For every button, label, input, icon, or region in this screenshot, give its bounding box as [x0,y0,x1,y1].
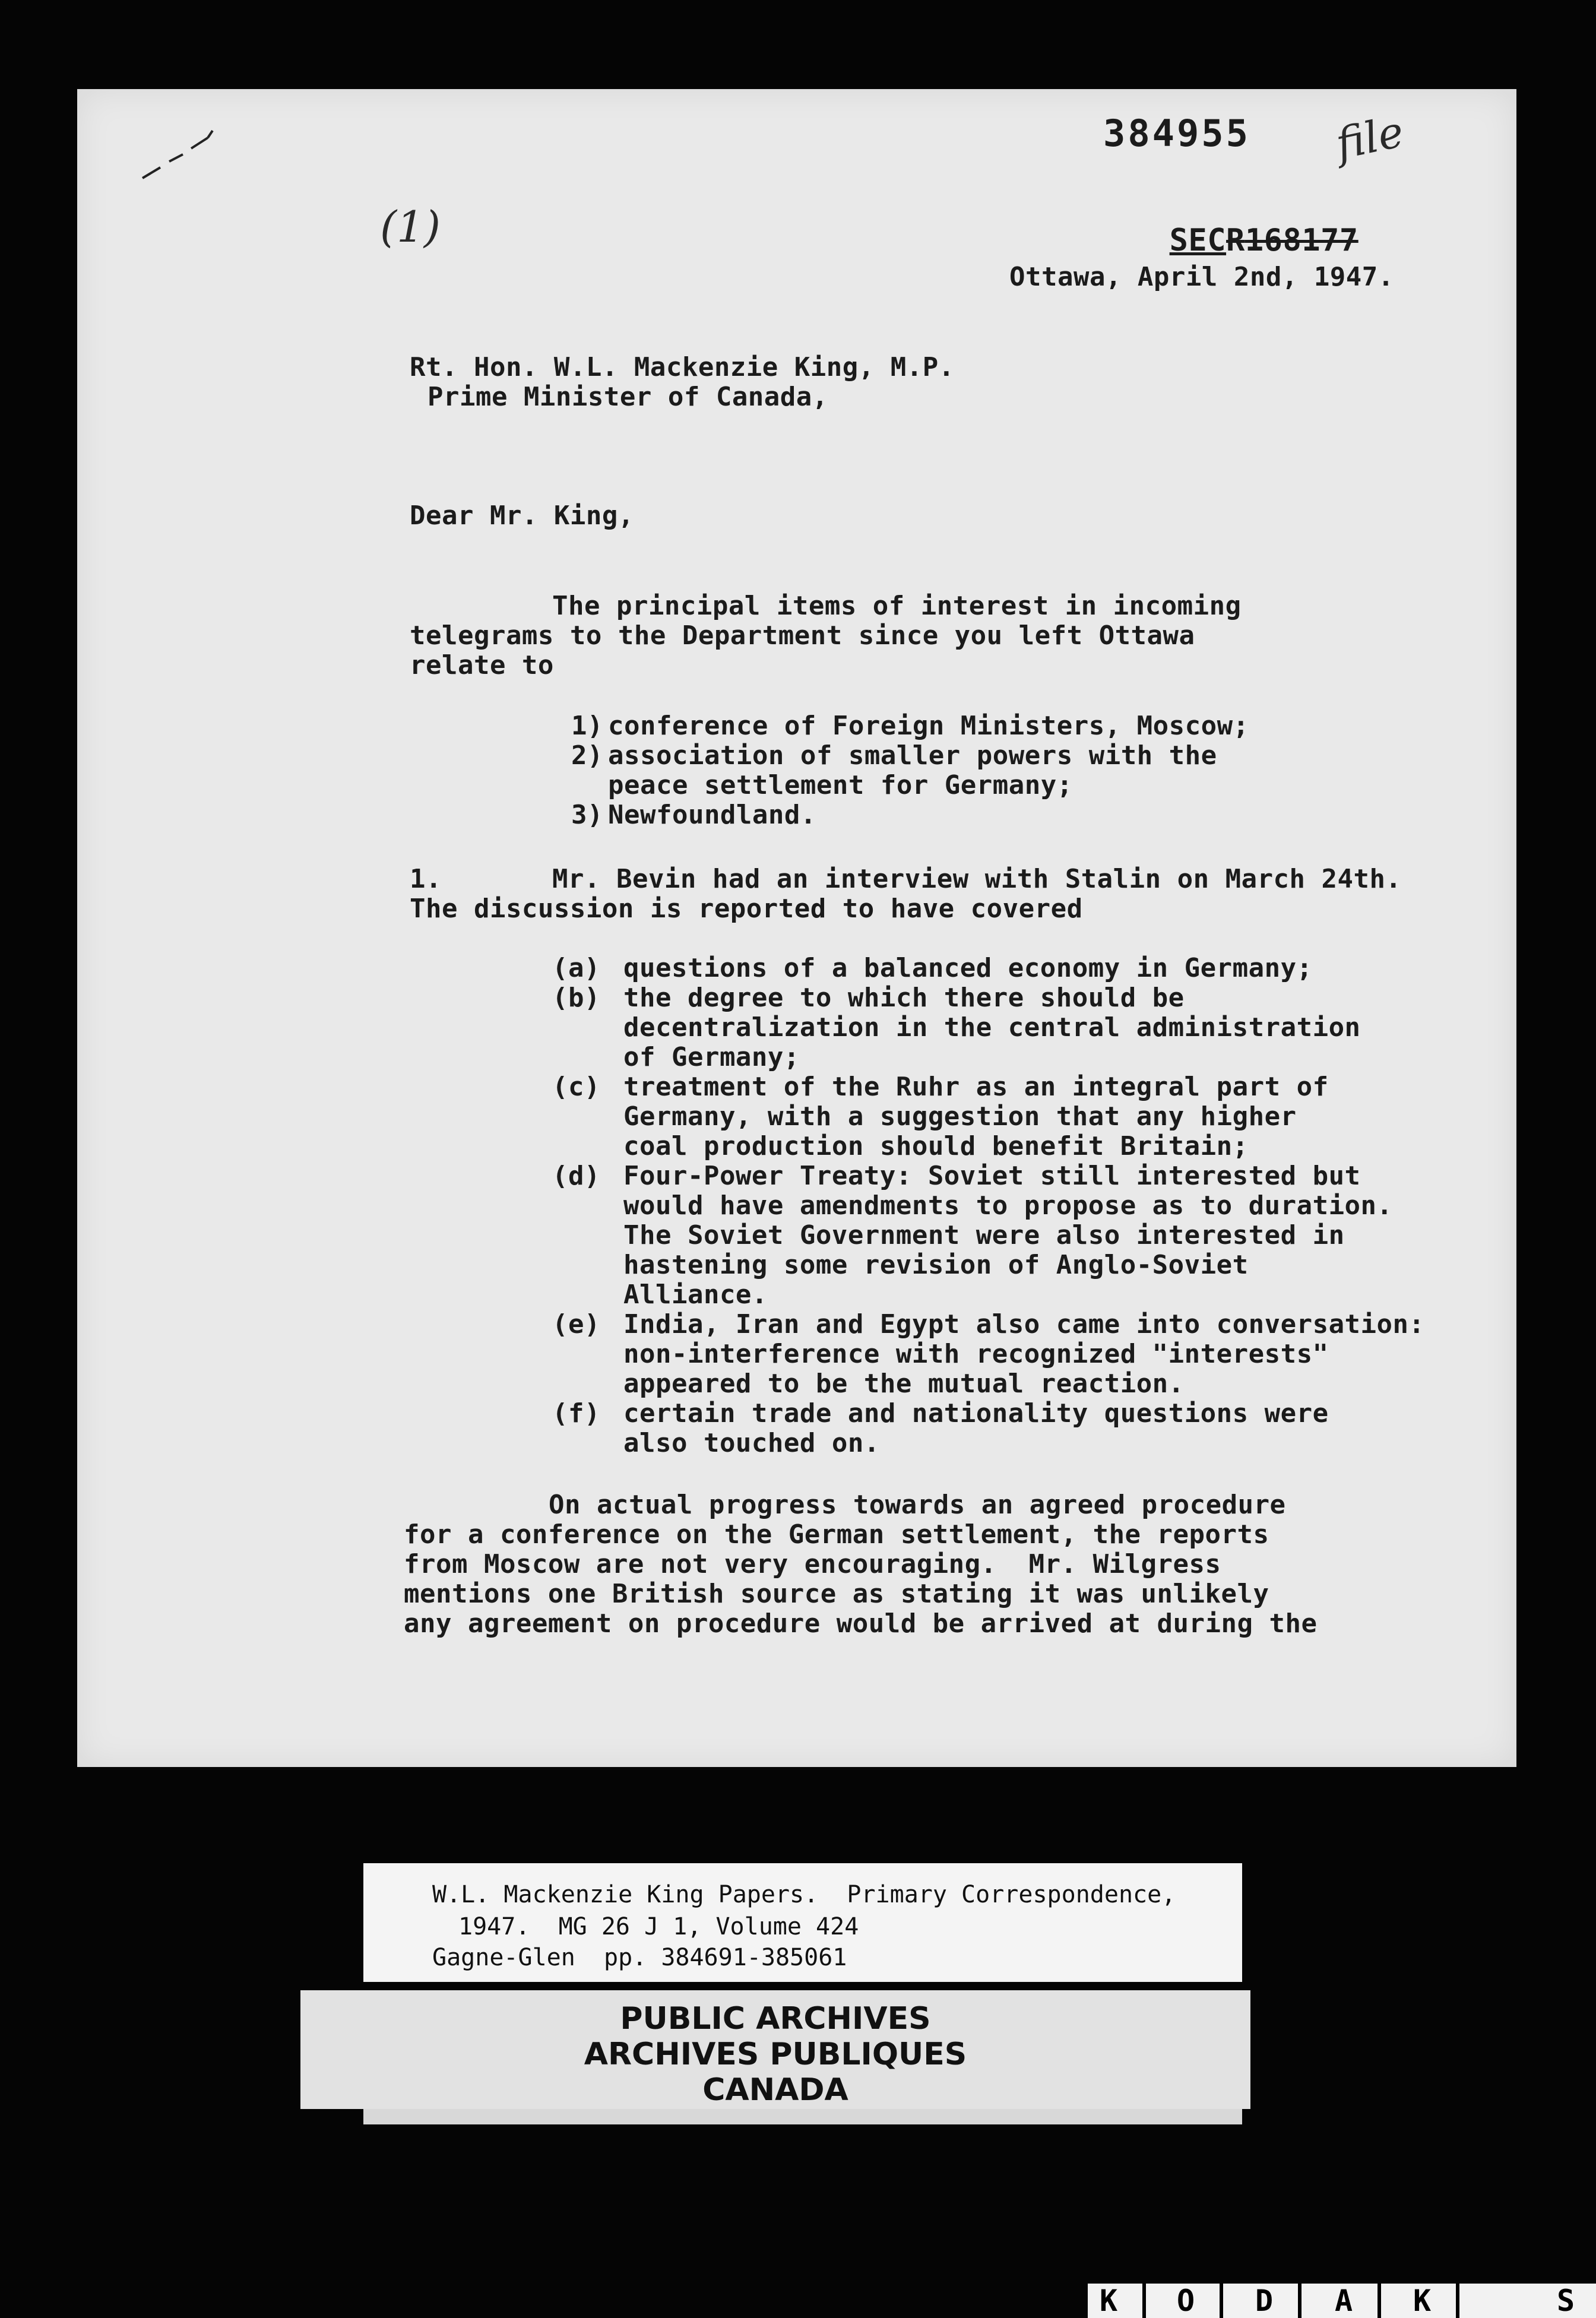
topic-1-label: 1) [571,711,603,741]
film-letter-o: O [1177,2284,1195,2318]
film-letter-s: S [1557,2284,1575,2318]
archive-label-line-3: Gagne-Glen pp. 384691-385061 [432,1944,847,1971]
classification-number: 168177 [1244,223,1358,258]
addressee-line-1: Rt. Hon. W.L. Mackenzie King, M.P. [410,352,955,382]
film-letter-k2: K [1413,2284,1432,2318]
item-d-line-1: Four-Power Treaty: Soviet still interested but [623,1161,1361,1191]
topic-2-text-1: association of smaller powers with the [608,740,1217,771]
item-b-line-2: decentralization in the central administration [623,1012,1361,1043]
handwritten-page-mark: (1) [380,202,441,252]
item-b-label: (b) [552,983,600,1013]
closing-line-1: On actual progress towards an agreed procedure [549,1490,1286,1520]
item-f-line-1: certain trade and nationality questions were [623,1398,1329,1429]
archive-reference-label [363,1863,1242,1982]
handwritten-file-note: file [1331,106,1408,169]
document-number: 384955 [1103,112,1250,155]
film-edge-marking [1088,2284,1596,2318]
item-a-label: (a) [552,953,600,983]
closing-line-5: any agreement on procedure would be arrived at during the [404,1608,1318,1639]
topic-2-text-2: peace settlement for Germany; [608,770,1073,800]
archive-label-line-2: 1947. MG 26 J 1, Volume 424 [458,1913,859,1940]
salutation: Dear Mr. King, [410,501,634,531]
item-c-line-2: Germany, with a suggestion that any higher [623,1101,1297,1132]
item-e-line-3: appeared to be the mutual reaction. [623,1369,1185,1399]
item-d-label: (d) [552,1161,600,1191]
item-d-line-3: The Soviet Government were also interested in [623,1220,1345,1250]
stamp-underlay [363,2109,1242,2124]
closing-line-4: mentions one British source as stating it was unlikely [404,1579,1269,1609]
stamp-line-3: CANADA [702,2072,848,2108]
topic-1-text: conference of Foreign Ministers, Moscow; [608,711,1249,741]
item-f-label: (f) [552,1398,600,1429]
closing-line-3: from Moscow are not very encouraging. Mr. Wilgress [404,1549,1221,1579]
classification-mark [1132,196,1358,258]
classification-prefix: SEC [1169,223,1227,258]
item-f-line-2: also touched on. [623,1428,880,1458]
stamp-line-1: PUBLIC ARCHIVES [620,2001,931,2037]
classification-struck: R [1226,223,1245,258]
topic-3-text: Newfoundland. [608,800,816,830]
item-e-line-2: non-interference with recognized "interests" [623,1339,1329,1369]
pen-mark [137,119,220,184]
public-archives-stamp [300,1990,1250,2109]
item-d-line-2: would have amendments to propose as to duration. [623,1190,1393,1221]
topic-3-label: 3) [571,800,603,830]
archive-label-line-1: W.L. Mackenzie King Papers. Primary Correspondence, [432,1881,1176,1908]
item-a-line-1: questions of a balanced economy in Germany; [623,953,1313,983]
item-b-line-3: of Germany; [623,1042,800,1072]
topic-2-label: 2) [571,740,603,771]
item-e-label: (e) [552,1309,600,1340]
item-b-line-1: the degree to which there should be [623,983,1185,1013]
stamp-line-2: ARCHIVES PUBLIQUES [584,2037,967,2072]
section-1-line-2: The discussion is reported to have covered [410,894,1083,924]
section-1-line-1: Mr. Bevin had an interview with Stalin on March 24th. [552,864,1402,894]
item-e-line-1: India, Iran and Egypt also came into conversation: [623,1309,1425,1340]
dateline: Ottawa, April 2nd, 1947. [1009,262,1394,292]
item-c-label: (c) [552,1072,600,1102]
section-1-number: 1. [410,864,442,894]
film-letter-k: K [1100,2284,1118,2318]
film-letter-d: D [1255,2284,1274,2318]
intro-line-3: relate to [410,650,554,680]
item-d-line-5: Alliance. [623,1280,768,1310]
film-letter-a: A [1335,2284,1353,2318]
intro-line-2: telegrams to the Department since you left Ottawa [410,620,1195,651]
intro-line-1: The principal items of interest in incoming [552,591,1242,621]
addressee-line-2: Prime Minister of Canada, [428,382,828,412]
item-c-line-3: coal production should benefit Britain; [623,1131,1249,1161]
item-d-line-4: hastening some revision of Anglo-Soviet [623,1250,1249,1280]
closing-line-2: for a conference on the German settlement, the reports [404,1519,1269,1550]
item-c-line-1: treatment of the Ruhr as an integral part of [623,1072,1329,1102]
